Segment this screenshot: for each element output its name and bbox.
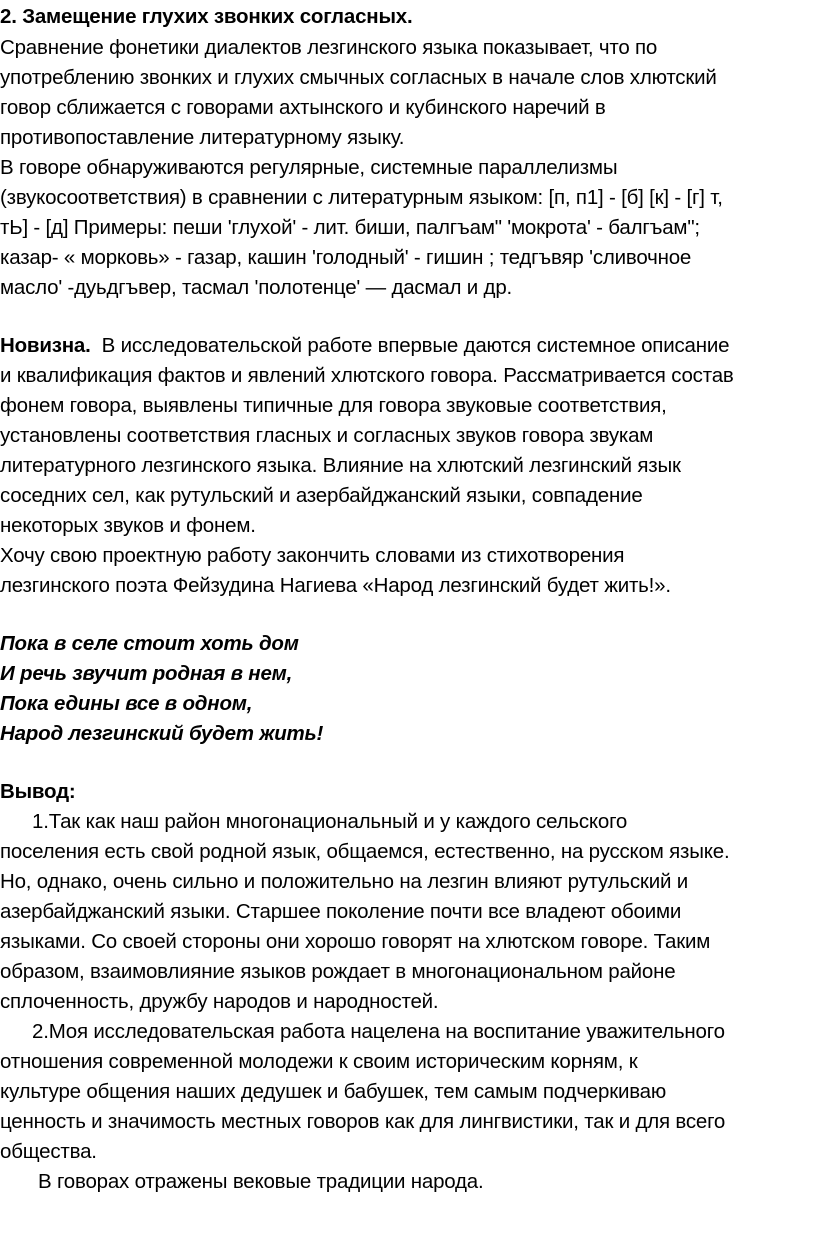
paragraph-line: отношения современной молодежи к своим историческим корням, к (0, 1050, 638, 1073)
paragraph-line: Но, однако, очень сильно и положительно на лезгин влияют рутульский и (0, 870, 688, 893)
paragraph-line: соседних сел, как рутульский и азербайджанский языки, совпадение (0, 484, 643, 507)
novelty-first-line (0, 331, 729, 361)
paragraph-line: некоторых звуков и фонем. (0, 514, 256, 537)
paragraph-line: сплоченность, дружбу народов и народностей. (0, 990, 439, 1013)
poem-line: Пока едины все в одном, (0, 692, 253, 715)
paragraph-line: употреблению звонких и глухих смычных согласных в начале слов хлютский (0, 66, 717, 89)
paragraph-line: лезгинского поэта Фейзудина Нагиева «Народ лезгинский будет жить!». (0, 574, 671, 597)
list-text: Так как наш район многонациональный и у каждого сельского (48, 810, 628, 833)
list-number: 2. (32, 1020, 49, 1043)
paragraph-line: Сравнение фонетики диалектов лезгинского языка показывает, что по (0, 36, 658, 59)
list-text: Моя исследовательская работа нацелена на воспитание уважительного (48, 1020, 725, 1043)
paragraph-line: казар- « морковь» - газар, кашин 'голодный' - гишин ; тедгъвяр 'сливочное (0, 246, 692, 269)
conclusion-item-2-first-line (32, 1017, 725, 1047)
paragraph-line: поселения есть свой родной язык, общаемся, естественно, на русском языке. (0, 840, 730, 863)
poem-line: Народ лезгинский будет жить! (0, 722, 324, 745)
paragraph-line: литературного лезгинского языка. Влияние на хлютский лезгинский язык (0, 454, 681, 477)
paragraph-line: образом, взаимовлияние языков рождает в многонациональном районе (0, 960, 676, 983)
conclusion-item-1-first-line (32, 807, 627, 837)
conclusion-heading: Вывод: (0, 780, 76, 803)
paragraph-line: говор сближается с говорами ахтынского и кубинского наречий в (0, 96, 606, 119)
paragraph-line: масло' -дуьдгъвер, тасмал 'полотенце' — дасмал и др. (0, 276, 513, 299)
section-heading: 2. Замещение глухих звонких согласных. (0, 5, 413, 28)
paragraph-line: культуре общения наших дедушек и бабушек, тем самым подчеркиваю (0, 1080, 667, 1103)
paragraph-line: В говоре обнаруживаются регулярные, системные параллелизмы (0, 156, 618, 179)
paragraph-line: (звукосоответствия) в сравнении с литературным языком: [п, п1] - [б] [к] - [г] т, (0, 186, 723, 209)
poem-line: И речь звучит родная в нем, (0, 662, 293, 685)
paragraph-line: фонем говора, выявлены типичные для говора звуковые соответствия, (0, 394, 667, 417)
poem-line: Пока в селе стоит хоть дом (0, 632, 299, 655)
novelty-text: В исследовательской работе впервые даются системное описание (90, 334, 730, 357)
closing-line: В говорах отражены вековые традиции народа. (38, 1170, 484, 1193)
paragraph-line: азербайджанский языки. Старшее поколение почти все владеют обоими (0, 900, 682, 923)
paragraph-line: языками. Со своей стороны они хорошо говорят на хлютском говоре. Таким (0, 930, 711, 953)
paragraph-line: и квалификация фактов и явлений хлютского говора. Рассматривается состав (0, 364, 734, 387)
paragraph-line: тЬ] - [д] Примеры: пеши 'глухой' - лит. биши, палгъам" 'мокрота' - балгъам"; (0, 216, 700, 239)
paragraph-line: общества. (0, 1140, 97, 1163)
novelty-label: Новизна. (0, 334, 91, 357)
paragraph-line: ценность и значимость местных говоров как для лингвистики, так и для всего (0, 1110, 726, 1133)
paragraph-line: Хочу свою проектную работу закончить словами из стихотворения (0, 544, 625, 567)
list-number: 1. (32, 810, 49, 833)
paragraph-line: противопоставление литературному языку. (0, 126, 405, 149)
paragraph-line: установлены соответствия гласных и согласных звуков говора звукам (0, 424, 654, 447)
